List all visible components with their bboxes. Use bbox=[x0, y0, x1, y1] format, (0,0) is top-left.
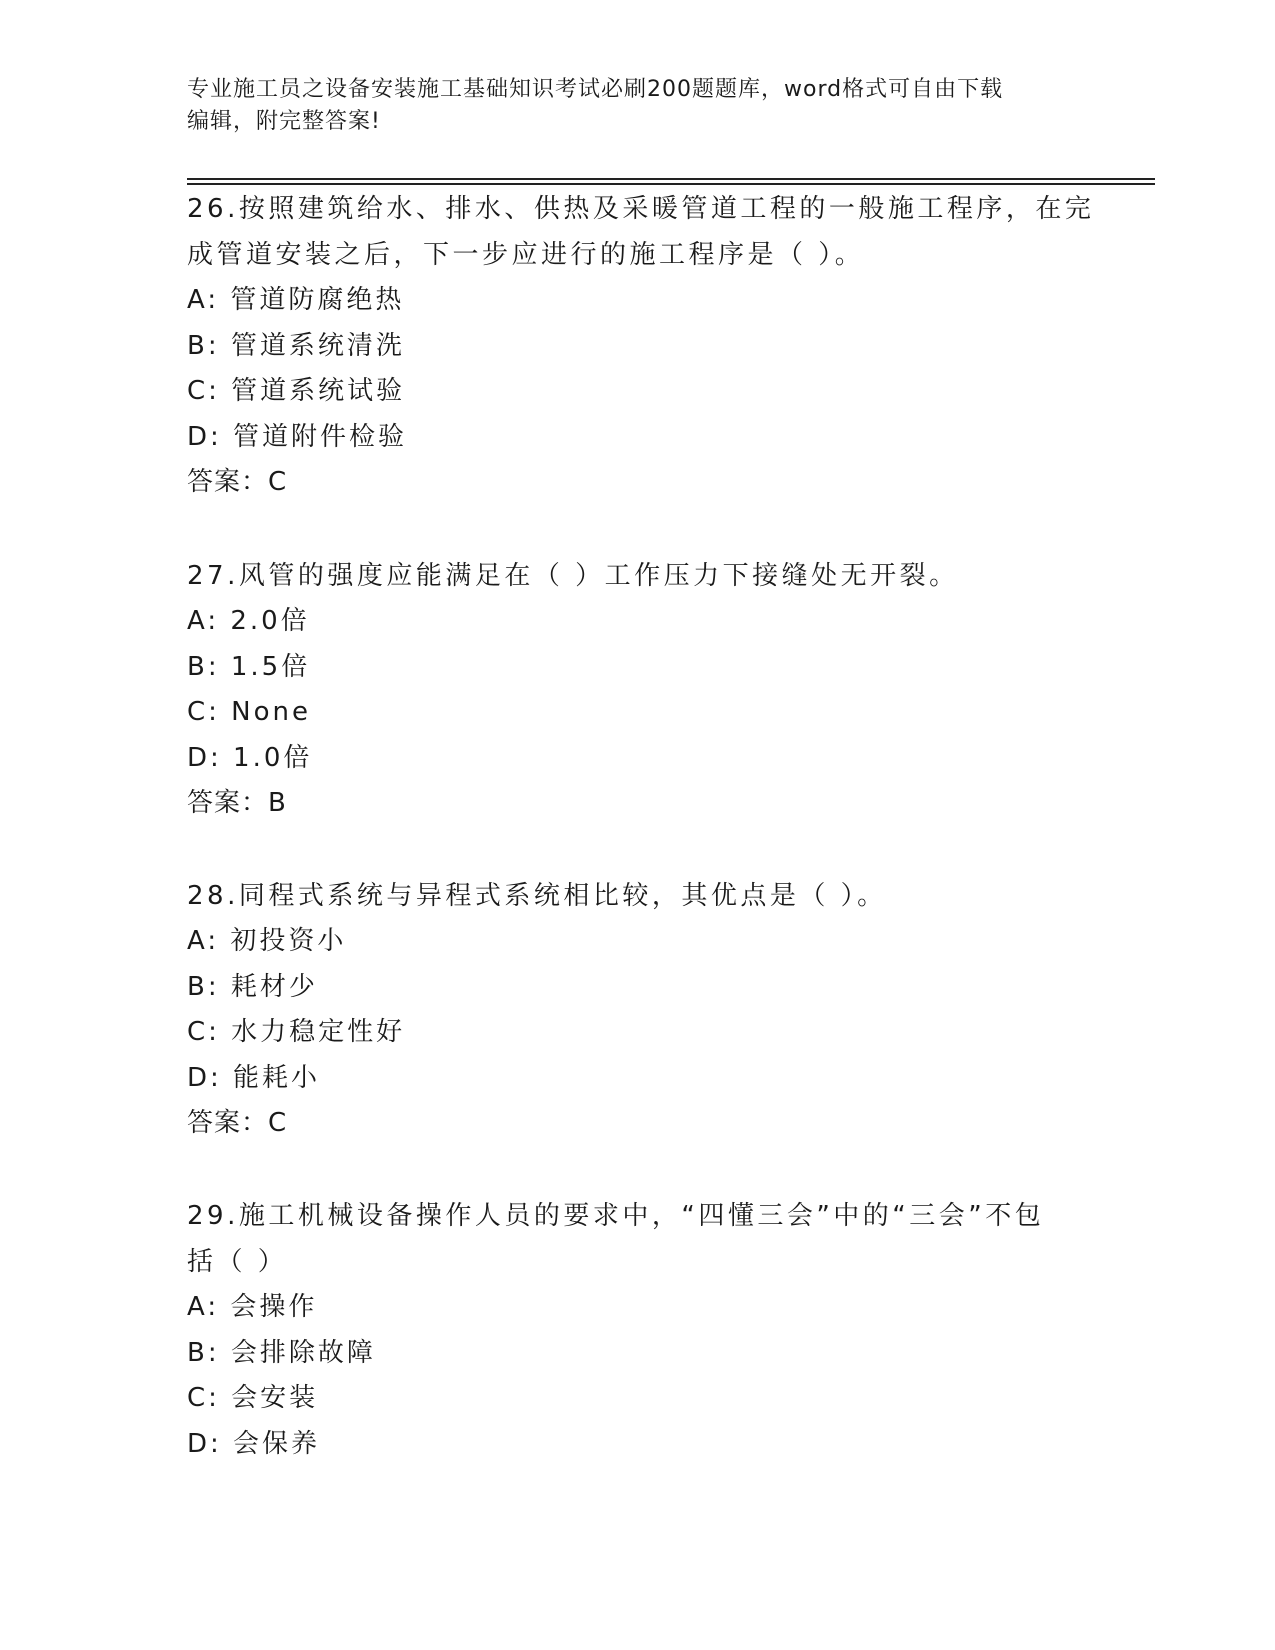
option-c: C: 会安装 bbox=[187, 1383, 319, 1413]
answer: 答案：C bbox=[187, 467, 288, 497]
document-header bbox=[187, 74, 1067, 138]
header-line-1: 专业施工员之设备安装施工基础知识考试必刷200题题库，word格式可自由下载 bbox=[187, 77, 1004, 102]
option-d: D: 1.0倍 bbox=[187, 742, 313, 773]
answer: 答案：C bbox=[187, 1108, 288, 1138]
question-26 bbox=[187, 186, 1095, 506]
option-a: A: 管道防腐绝热 bbox=[187, 285, 405, 315]
option-b: B: 会排除故障 bbox=[187, 1337, 376, 1368]
header-divider-bottom bbox=[187, 183, 1155, 185]
option-d: D: 会保养 bbox=[187, 1428, 321, 1459]
question-stem-line: 28.同程式系统与异程式系统相比较，其优点是（ ）。 bbox=[187, 881, 887, 911]
option-d: D: 管道附件检验 bbox=[187, 421, 408, 452]
answer: 答案：B bbox=[187, 788, 287, 818]
question-stem-line: 成管道安装之后，下一步应进行的施工程序是（ ）。 bbox=[187, 240, 865, 270]
question-stem-line: 27.风管的强度应能满足在（ ）工作压力下接缝处无开裂。 bbox=[187, 561, 959, 591]
question-29 bbox=[187, 1193, 1087, 1467]
question-stem-line: 26.按照建筑给水、排水、供热及采暖管道工程的一般施工程序，在完 bbox=[187, 194, 1095, 224]
option-a: A: 会操作 bbox=[187, 1292, 318, 1322]
question-stem-line: 29.施工机械设备操作人员的要求中，“四懂三会”中的“三会”不包 bbox=[187, 1201, 1045, 1231]
header-line-2: 编辑，附完整答案! bbox=[187, 109, 381, 134]
option-c: C: 水力稳定性好 bbox=[187, 1017, 406, 1047]
option-b: B: 1.5倍 bbox=[187, 651, 311, 682]
question-stem-line: 括（ ） bbox=[187, 1247, 288, 1277]
question-stem bbox=[187, 553, 1087, 599]
question-stem bbox=[187, 1193, 1087, 1285]
question-stem bbox=[187, 873, 1087, 919]
header-divider-top bbox=[187, 178, 1155, 180]
option-b: B: 耗材少 bbox=[187, 971, 318, 1002]
option-b: B: 管道系统清洗 bbox=[187, 330, 405, 361]
question-27 bbox=[187, 553, 1087, 827]
option-a: A: 2.0倍 bbox=[187, 606, 310, 636]
option-c: C: 管道系统试验 bbox=[187, 376, 406, 406]
option-c: C: None bbox=[187, 697, 312, 727]
option-a: A: 初投资小 bbox=[187, 926, 347, 956]
option-d: D: 能耗小 bbox=[187, 1062, 321, 1093]
question-28 bbox=[187, 873, 1087, 1147]
question-stem bbox=[187, 186, 1095, 278]
